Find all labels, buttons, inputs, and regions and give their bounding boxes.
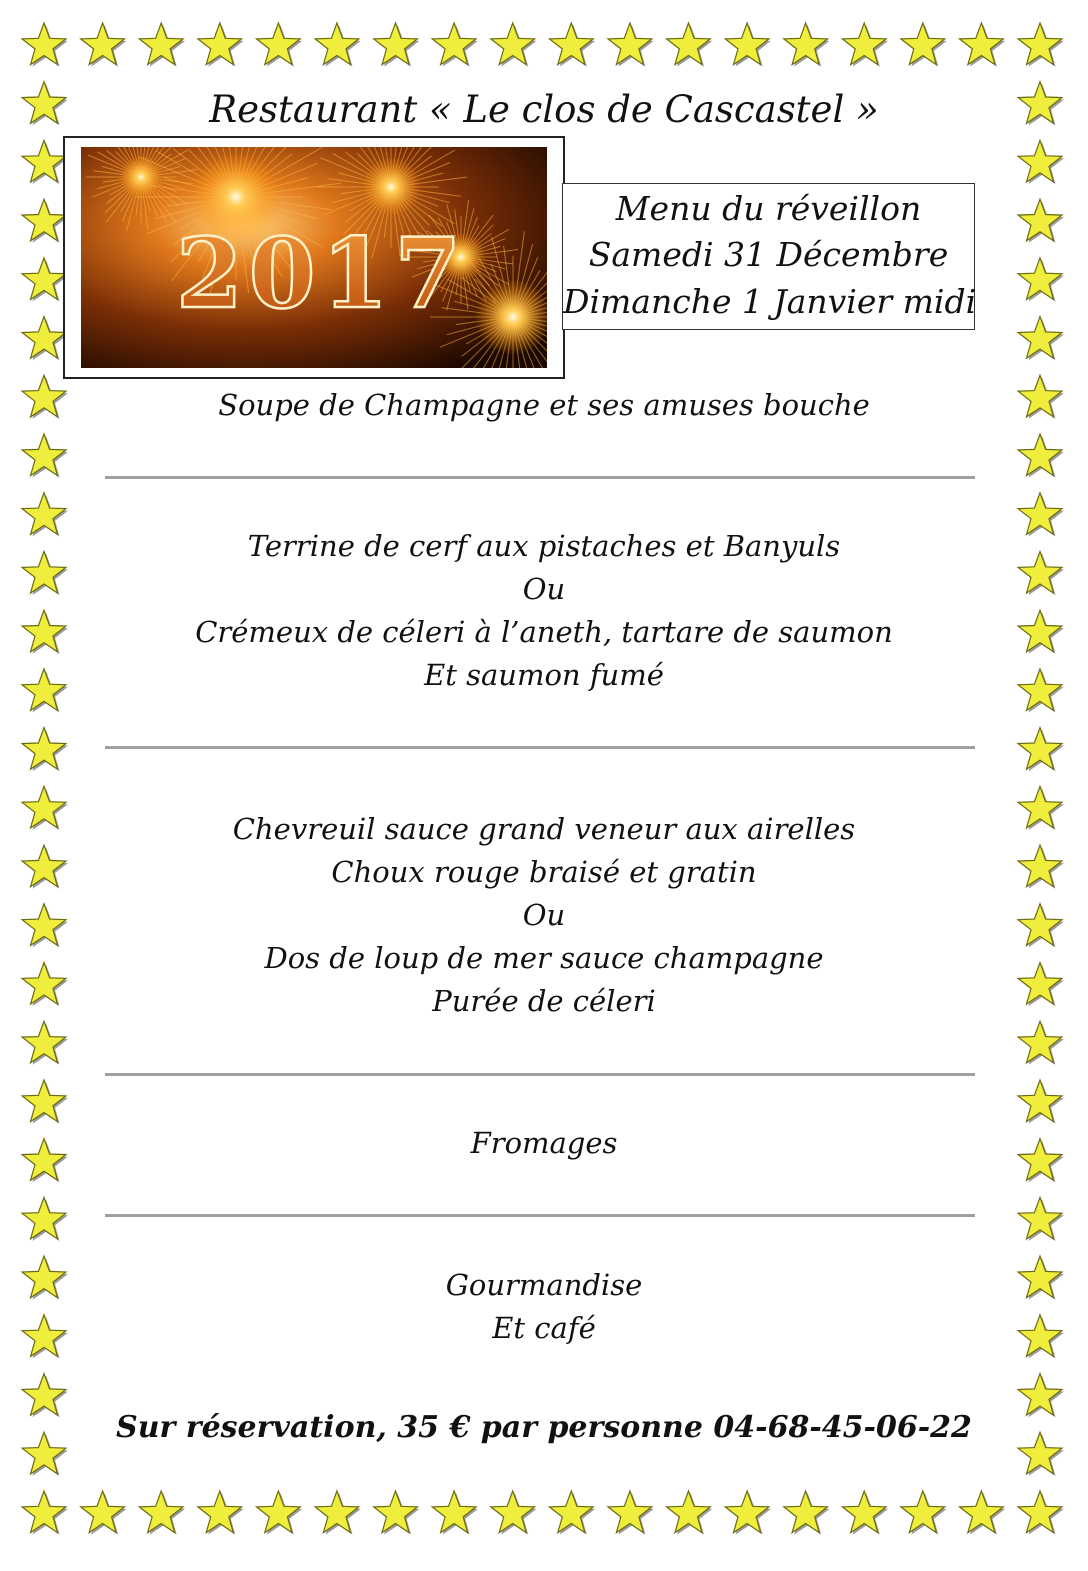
star-icon [725, 1491, 771, 1535]
star-icon [491, 23, 537, 67]
star-icon [784, 1491, 830, 1535]
fireworks-2017-image [81, 147, 547, 368]
starter-line: Ou [522, 572, 566, 606]
star-icon [198, 1491, 244, 1535]
starter-line: Crémeux de céleri à l’aneth, tartare de saumon [195, 615, 893, 649]
main-course-line: Purée de céleri [432, 984, 656, 1018]
star-icon [22, 258, 68, 302]
star-icon [1018, 1197, 1064, 1241]
starter-line: Et saumon fumé [424, 658, 664, 692]
star-icon [257, 1491, 303, 1535]
separator [105, 1214, 975, 1217]
separator [105, 746, 975, 749]
star-icon [22, 1080, 68, 1124]
main-course-line: Dos de loup de mer sauce champagne [264, 941, 824, 975]
star-icon [315, 23, 361, 67]
star-icon [139, 23, 185, 67]
star-icon [1018, 1021, 1064, 1065]
main-course-line: Chevreuil sauce grand veneur aux airelles [232, 812, 856, 846]
star-icon [842, 1491, 888, 1535]
star-icon [549, 23, 595, 67]
star-icon [725, 23, 771, 67]
star-icon [22, 1197, 68, 1241]
separator [105, 1073, 975, 1076]
star-icon [22, 434, 68, 478]
separator [105, 476, 975, 479]
star-icon [1018, 317, 1064, 361]
dessert-line: Gourmandise [445, 1268, 643, 1302]
star-icon [842, 23, 888, 67]
star-icon [960, 23, 1006, 67]
year-text: 2017 [176, 217, 468, 330]
star-icon [257, 23, 303, 67]
star-icon [1018, 434, 1064, 478]
star-icon [1018, 258, 1064, 302]
star-icon [374, 23, 420, 67]
cheese-line: Fromages [470, 1126, 618, 1160]
main-course-line: Choux rouge braisé et gratin [331, 855, 757, 889]
star-icon [198, 23, 244, 67]
star-icon [22, 728, 68, 772]
aperitif-line: Soupe de Champagne et ses amuses bouche [218, 388, 870, 422]
star-icon [22, 140, 68, 184]
star-icon [549, 1491, 595, 1535]
star-icon [491, 1491, 537, 1535]
star-icon [1018, 728, 1064, 772]
page-title: Restaurant « Le clos de Cascastel » [209, 88, 879, 131]
reservation-footer: Sur réservation, 35 € par personne 04-68-45-06-22 [116, 1410, 972, 1445]
date-line-sunday: Dimanche 1 Janvier midi [563, 282, 977, 321]
star-icon [22, 23, 68, 67]
star-icon [432, 23, 478, 67]
star-icon [22, 1021, 68, 1065]
star-icon [1018, 140, 1064, 184]
star-icon [960, 1491, 1006, 1535]
star-icon [1018, 1080, 1064, 1124]
star-icon [901, 1491, 947, 1535]
star-icon [432, 1491, 478, 1535]
star-icon [901, 23, 947, 67]
main-course-line: Ou [522, 898, 566, 932]
date-box [562, 183, 975, 330]
date-line-menu: Menu du réveillon [615, 189, 922, 228]
star-icon [667, 1491, 713, 1535]
star-icon [22, 317, 68, 361]
star-icon [374, 1491, 420, 1535]
star-icon [139, 1491, 185, 1535]
star-icon [784, 23, 830, 67]
star-icon [1018, 199, 1064, 243]
star-icon [667, 23, 713, 67]
star-icon [1018, 1491, 1064, 1535]
star-icon [22, 1491, 68, 1535]
fireworks-image-frame [63, 136, 565, 379]
star-icon [81, 1491, 127, 1535]
star-icon [608, 23, 654, 67]
star-icon [315, 1491, 361, 1535]
dessert-line: Et café [492, 1311, 596, 1345]
star-icon [608, 1491, 654, 1535]
star-icon [22, 199, 68, 243]
date-line-saturday: Samedi 31 Décembre [588, 235, 949, 274]
starter-line: Terrine de cerf aux pistaches et Banyuls [247, 529, 841, 563]
star-icon [1018, 23, 1064, 67]
star-icon [81, 23, 127, 67]
